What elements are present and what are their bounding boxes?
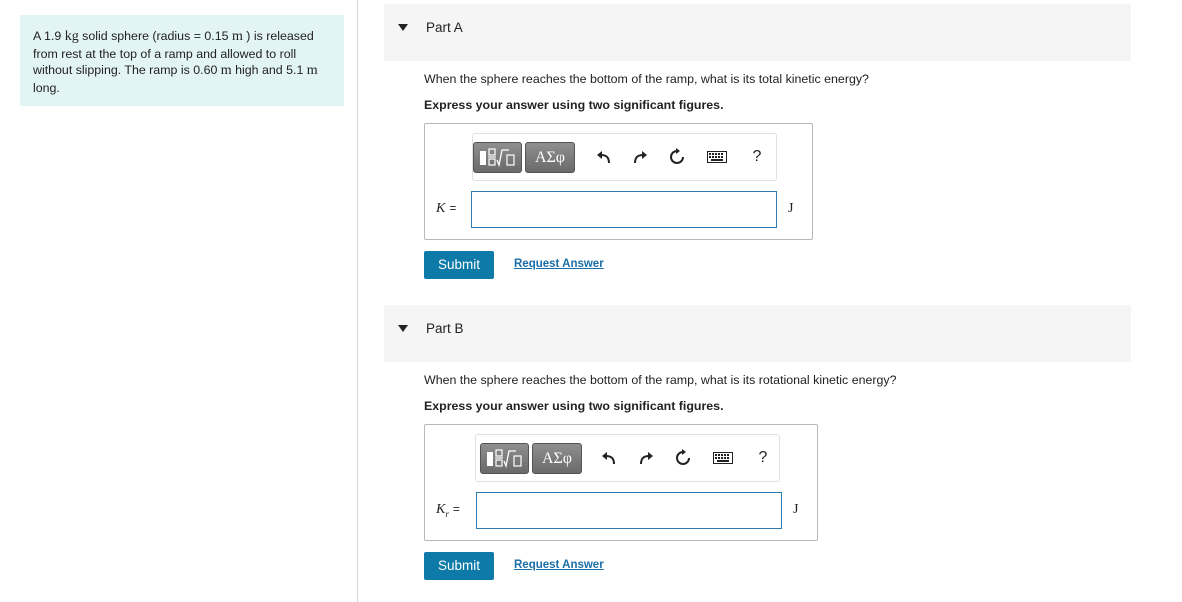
radical-template-icon[interactable] (473, 142, 522, 173)
unit-symbol: m (306, 63, 318, 78)
problem-statement (20, 15, 344, 106)
problem-text-segment: high and 5.1 (231, 63, 307, 77)
part-a-title: Part A (426, 20, 463, 35)
part-a-request-answer-link[interactable]: Request Answer (514, 258, 604, 270)
redo-icon[interactable] (637, 448, 655, 468)
keyboard-icon[interactable] (706, 147, 728, 167)
help-icon[interactable]: ? (752, 148, 762, 165)
reset-icon[interactable] (674, 448, 692, 468)
part-a-header[interactable] (384, 4, 1131, 61)
part-a-answer-input[interactable] (471, 191, 777, 228)
part-b-answer-box (424, 424, 818, 541)
part-a-question: When the sphere reaches the bottom of the ramp, what is its total kinetic energy? (424, 72, 869, 86)
problem-text-segment: long. (33, 80, 60, 95)
panel-divider (357, 0, 358, 602)
unit-symbol: kg (64, 29, 79, 44)
problem-text-segment: A 1.9 (33, 29, 65, 43)
part-a-variable-label: K = (436, 201, 457, 216)
part-b-header[interactable] (384, 305, 1131, 362)
part-b-title: Part B (426, 321, 464, 336)
unit-symbol: m (231, 29, 243, 44)
collapse-triangle-icon[interactable] (398, 325, 408, 332)
problem-text-segment: solid sphere (radius = 0.15 (78, 29, 232, 43)
greek-symbols-button[interactable]: ΑΣφ (525, 142, 575, 173)
part-b-answer-input[interactable] (476, 492, 782, 529)
keyboard-icon[interactable] (712, 448, 734, 468)
math-toolbar (475, 434, 780, 482)
undo-icon[interactable] (600, 448, 618, 468)
problem-text-segment: ) is released from rest at the top of a ramp and allowed to roll without slipping. The ramp is 0.60 (33, 29, 314, 77)
collapse-triangle-icon[interactable] (398, 24, 408, 31)
redo-icon[interactable] (631, 147, 649, 167)
part-a-instruction: Express your answer using two significant figures. (424, 98, 724, 112)
part-a-answer-box (424, 123, 813, 240)
reset-icon[interactable] (668, 147, 686, 167)
help-icon[interactable]: ? (758, 449, 768, 466)
part-b-submit-button[interactable]: Submit (424, 552, 494, 580)
problem-text (33, 29, 318, 95)
part-a-unit: J (788, 201, 794, 216)
part-b-variable-label: $K_r$ = (436, 502, 460, 519)
part-a-submit-button[interactable]: Submit (424, 251, 494, 279)
undo-icon[interactable] (595, 147, 613, 167)
part-b-instruction: Express your answer using two significant figures. (424, 399, 724, 413)
math-toolbar (472, 133, 777, 181)
radical-template-icon[interactable] (480, 443, 529, 474)
part-b-unit: J (793, 502, 799, 517)
greek-symbols-button[interactable]: ΑΣφ (532, 443, 582, 474)
unit-symbol: m (220, 63, 232, 78)
part-b-request-answer-link[interactable]: Request Answer (514, 559, 604, 571)
part-b-question: When the sphere reaches the bottom of the ramp, what is its rotational kinetic energy? (424, 373, 897, 387)
